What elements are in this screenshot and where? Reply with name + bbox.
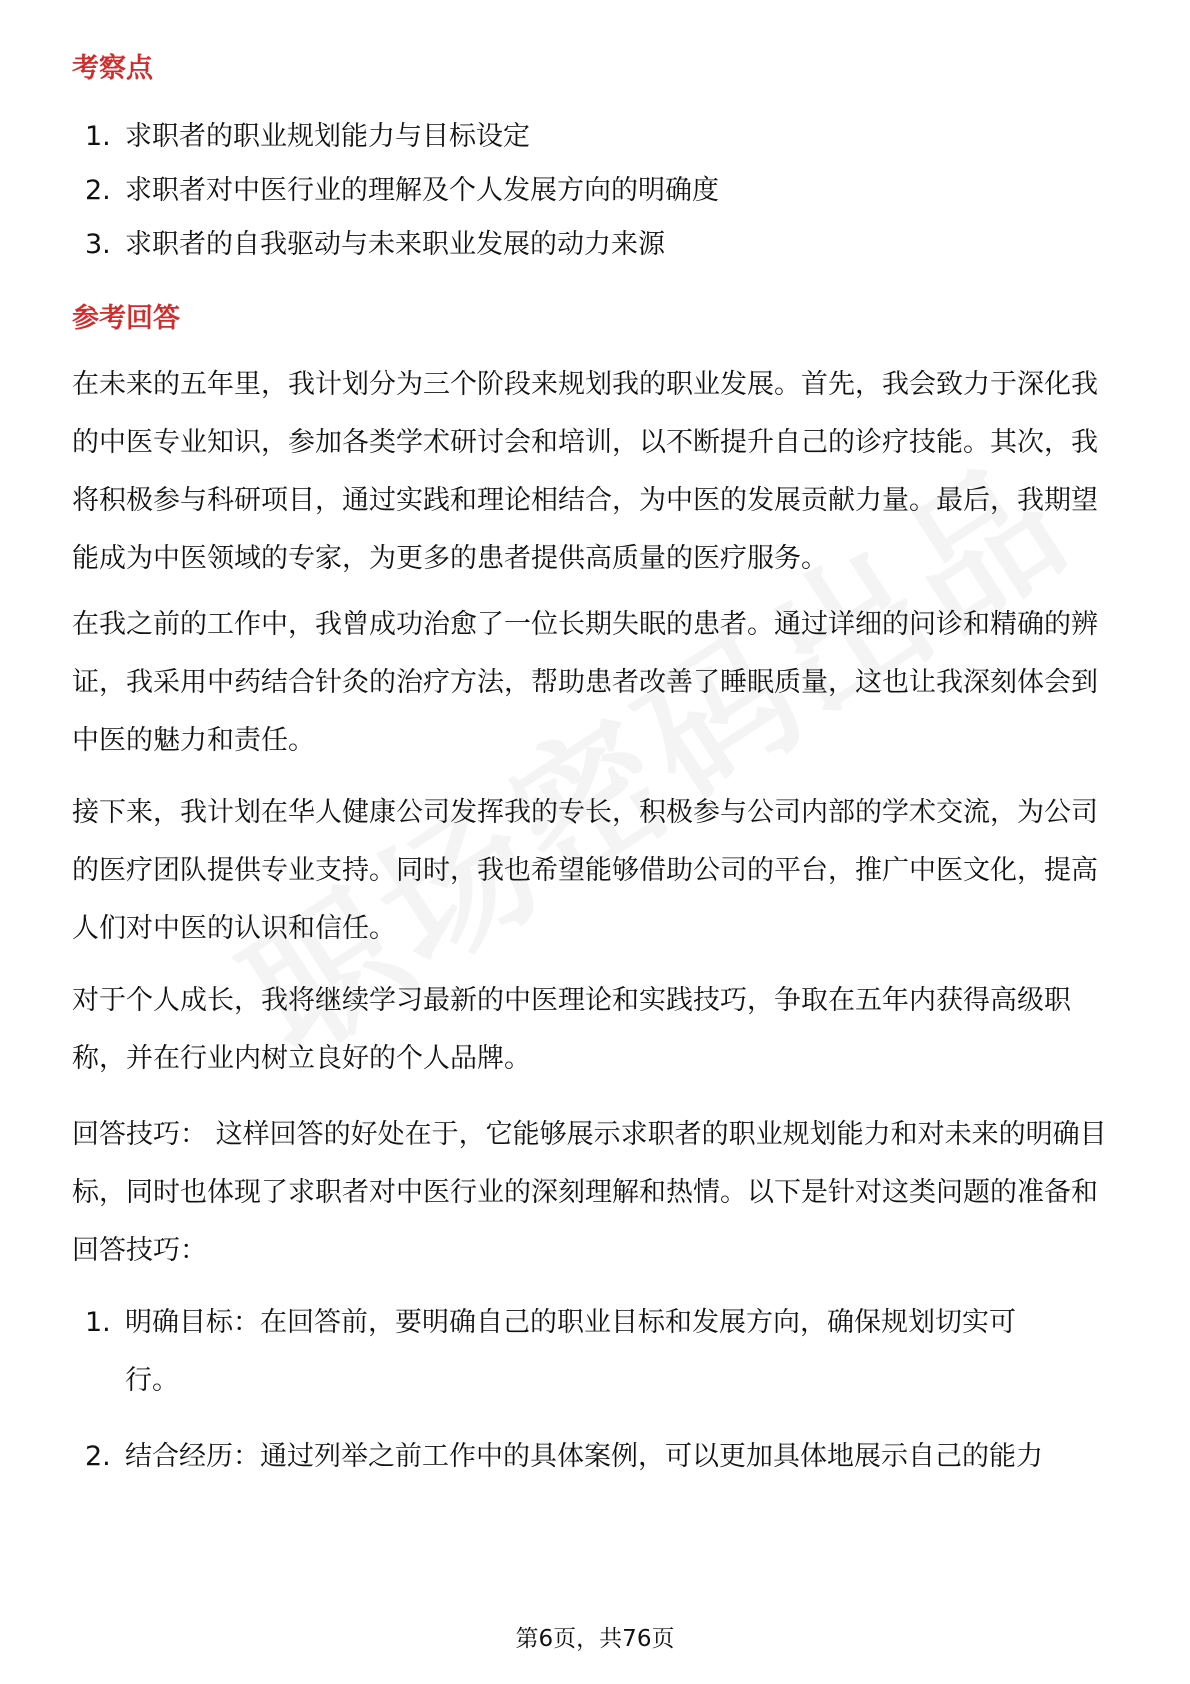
section-title-reference-answer: 参考回答 bbox=[72, 303, 180, 334]
answer-paragraph: 接下来，我计划在华人健康公司发挥我的专长，积极参与公司内部的学术交流，为公司的医疗团队提供专业支持。同时，我也希望能够借助公司的平台，推广中医文化，提高人们对中医的认识和信任。 bbox=[72, 797, 1098, 944]
list-text: 求职者的职业规划能力与目标设定 bbox=[125, 121, 530, 152]
answer-paragraph: 在未来的五年里，我计划分为三个阶段来规划我的职业发展。首先，我会致力于深化我的中医专业知识，参加各类学术研讨会和培训，以不断提升自己的诊疗技能。其次，我将积极参与科研项目，通过实践和理论相结合，为中医的发展贡献力量。最后，我期望能成为中医领域的专家，为更多的患者提供高质量的医疗服务。 bbox=[72, 369, 1098, 574]
answer-paragraph: 对于个人成长，我将继续学习最新的中医理论和实践技巧，争取在五年内获得高级职称，并在行业内树立良好的个人品牌。 bbox=[72, 985, 1071, 1074]
list-text: 结合经历：通过列举之前工作中的具体案例，可以更加具体地展示自己的能力 bbox=[125, 1441, 1043, 1472]
list-text: 求职者对中医行业的理解及个人发展方向的明确度 bbox=[125, 175, 719, 206]
answer-paragraph: 在我之前的工作中，我曾成功治愈了一位长期失眠的患者。通过详细的问诊和精确的辨证，我采用中药结合针灸的治疗方法，帮助患者改善了睡眠质量，这也让我深刻体会到中医的魅力和责任。 bbox=[72, 609, 1098, 756]
list-number: 3. bbox=[85, 229, 111, 260]
list-number: 2. bbox=[85, 175, 111, 206]
section-title-key-points: 考察点 bbox=[72, 53, 153, 84]
list-text: 明确目标：在回答前，要明确自己的职业目标和发展方向，确保规划切实可行。 bbox=[125, 1307, 1016, 1396]
list-number: 1. bbox=[85, 121, 111, 152]
answer-tips-paragraph: 回答技巧： 这样回答的好处在于，它能够展示求职者的职业规划能力和对未来的明确目标，同时也体现了求职者对中医行业的深刻理解和热情。以下是针对这类问题的准备和回答技巧： bbox=[72, 1119, 1107, 1266]
list-text: 求职者的自我驱动与未来职业发展的动力来源 bbox=[125, 229, 665, 260]
list-number: 2. bbox=[85, 1441, 111, 1472]
list-number: 1. bbox=[85, 1307, 111, 1338]
page-number: 第6页，共76页 bbox=[515, 1626, 675, 1652]
